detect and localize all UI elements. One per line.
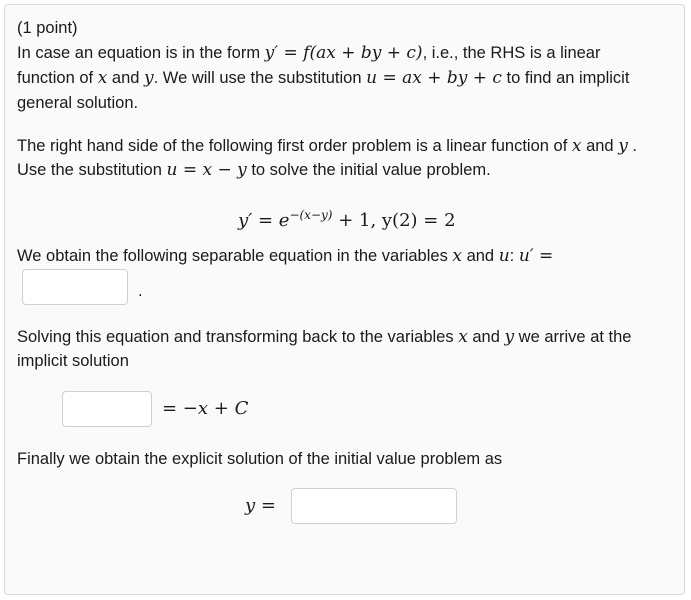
para2-line-1: The right hand side of the following first order problem is a linear function of x and y .: [17, 136, 637, 156]
points-label: (1 point): [17, 19, 78, 37]
u-prime-label: u′ =: [518, 246, 554, 266]
ode-equation: $y' = e^{-(x-y)} + 1$, y(2) = 2: [238, 208, 456, 231]
implicit-solution-input[interactable]: [62, 391, 152, 427]
solve-line-2: implicit solution: [17, 352, 129, 370]
intro-line-1: In case an equation is in the form y′ = f(ax + by + c), i.e., the RHS is a linear: [17, 43, 601, 63]
final-text: Finally we obtain the explicit solution of the initial value problem as: [17, 450, 503, 468]
substitution-specific: u = x − y: [166, 160, 247, 180]
explicit-solution-input[interactable]: [291, 488, 457, 524]
substitution-general: u = ax + by + c: [366, 68, 502, 88]
para2-line-2: Use the substitution u = x − y to solve the initial value problem.: [17, 160, 491, 180]
implicit-rhs: = −x + C: [162, 398, 249, 419]
form-equation: y′ = f(ax + by + c): [264, 43, 423, 63]
intro-line-3: general solution.: [17, 94, 139, 112]
solve-line-1: Solving this equation and transforming back to the variables x and y we arrive at the: [17, 327, 632, 347]
u-prime-input[interactable]: [22, 269, 128, 305]
separable-prompt: We obtain the following separable equation in the variables x and u: u′ =: [17, 246, 554, 266]
intro-line-2: function of x and y. We will use the substitution u = ax + by + c to find an implicit: [17, 68, 630, 88]
explicit-lhs: y =: [245, 495, 276, 516]
period-mark: .: [138, 282, 143, 300]
